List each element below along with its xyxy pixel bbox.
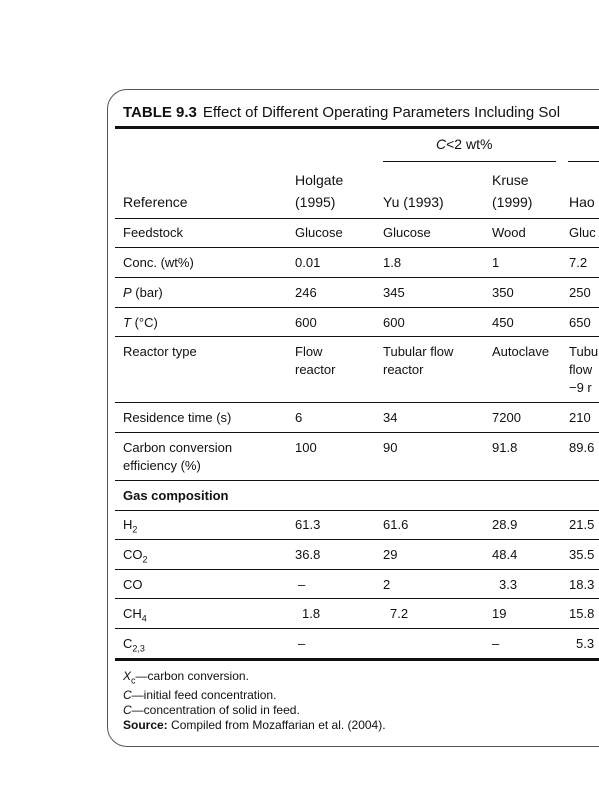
cell: – — [298, 577, 306, 592]
cell: 7.2 — [569, 255, 588, 270]
span-rule-2 — [568, 161, 599, 162]
cell: 90 — [383, 440, 398, 455]
row-label-reactor: Reactor type — [123, 344, 197, 359]
cell: Tubular flow reactor — [383, 344, 454, 377]
row-label-residence: Residence time (s) — [123, 410, 232, 425]
row-rule — [115, 510, 599, 511]
cell: 1 — [492, 255, 500, 270]
row-label-ch4: $CH_4$ — [123, 606, 147, 624]
table-caption — [123, 104, 560, 121]
row-label-pressure: P (bar) — [123, 285, 163, 300]
cell: 7.2 — [390, 606, 409, 621]
cell: 91.8 — [492, 440, 518, 455]
row-rule — [115, 480, 599, 481]
row-label-feedstock: Feedstock — [123, 225, 183, 240]
row-rule — [115, 628, 599, 629]
row-label-carbon-conversion: Carbon conversion efficiency (%) — [123, 440, 233, 473]
top-rule — [115, 126, 599, 129]
row-rule — [115, 247, 599, 248]
cell: 28.9 — [492, 517, 518, 532]
cell: 1.8 — [302, 606, 321, 621]
row-label-temperature: T (°C) — [123, 315, 158, 330]
table-number: TABLE 9.3 — [123, 104, 197, 121]
row-label-c23: $C_{2,3}$ — [123, 636, 145, 654]
cell: 210 — [569, 410, 591, 425]
span-header: C<2 wt% — [436, 136, 493, 152]
row-rule — [115, 432, 599, 433]
cell: 19 — [492, 606, 507, 621]
cell: – — [492, 636, 500, 651]
cell: 6 — [295, 410, 303, 425]
row-label-co: CO — [123, 577, 143, 592]
cell: 350 — [492, 285, 514, 300]
cell: 7200 — [492, 410, 521, 425]
header-holgate-year: (1995) — [295, 194, 336, 210]
note-source: Source: Compiled from Mozaffarian et al. (2004). — [123, 718, 386, 733]
cell: Glucose — [295, 225, 343, 240]
cell: 2 — [383, 577, 391, 592]
span-rule — [383, 161, 556, 162]
cell: 5.3 — [576, 636, 595, 651]
cell: 21.5 — [569, 517, 595, 532]
cell: Gluc — [569, 225, 596, 240]
cell: 34 — [383, 410, 398, 425]
cell: Wood — [492, 225, 526, 240]
row-rule — [115, 539, 599, 540]
note-xc: $X_c—carbon$ conversion. — [123, 669, 249, 686]
cell: 61.3 — [295, 517, 321, 532]
cell: 250 — [569, 285, 591, 300]
cell: Tubu flow −9 r — [569, 344, 599, 395]
header-holgate-name: Holgate — [295, 172, 344, 188]
cell: 48.4 — [492, 547, 518, 562]
cell: – — [298, 636, 306, 651]
row-rule — [115, 277, 599, 278]
cell: 345 — [383, 285, 405, 300]
cell: Flow reactor — [295, 344, 336, 377]
cell: 246 — [295, 285, 317, 300]
table-notes — [123, 669, 386, 733]
row-rule — [115, 307, 599, 308]
header-kruse-year: (1999) — [492, 194, 533, 210]
cell: 450 — [492, 315, 514, 330]
cell: 18.3 — [569, 577, 595, 592]
cell: Autoclave — [492, 344, 550, 359]
note-solid-conc: C—concentration of solid in feed. — [123, 703, 300, 718]
cell: 36.8 — [295, 547, 321, 562]
header-hao: Hao — [569, 194, 595, 210]
cell: 61.6 — [383, 517, 409, 532]
cell: 35.5 — [569, 547, 595, 562]
cell: 1.8 — [383, 255, 402, 270]
cell: 0.01 — [295, 255, 321, 270]
header-yu: Yu (1993) — [383, 194, 444, 210]
cell: 100 — [295, 440, 317, 455]
row-label-co2: $CO_2$ — [123, 547, 148, 565]
cell: 600 — [295, 315, 317, 330]
note-initial-conc: C—initial feed concentration. — [123, 688, 277, 703]
gas-section-heading: Gas composition — [123, 488, 229, 503]
row-rule — [115, 569, 599, 570]
cell: 89.6 — [569, 440, 595, 455]
cell: 3.3 — [499, 577, 518, 592]
row-rule — [115, 336, 599, 337]
cell: 650 — [569, 315, 591, 330]
cell: 29 — [383, 547, 398, 562]
cell: Glucose — [383, 225, 431, 240]
row-rule — [115, 598, 599, 599]
row-rule — [115, 402, 599, 403]
header-reference: Reference — [123, 194, 188, 210]
header-kruse-name: Kruse — [492, 172, 529, 188]
header-rule — [115, 218, 599, 219]
span-header-rest: <2 wt% — [446, 136, 493, 152]
bottom-rule — [115, 658, 599, 661]
row-label-conc: Conc. (wt%) — [123, 255, 194, 270]
row-label-h2: $H_2$ — [123, 517, 138, 535]
table-title: Effect of Different Operating Parameters Including Sol — [202, 104, 561, 121]
cell: 15.8 — [569, 606, 595, 621]
cell: 600 — [383, 315, 405, 330]
